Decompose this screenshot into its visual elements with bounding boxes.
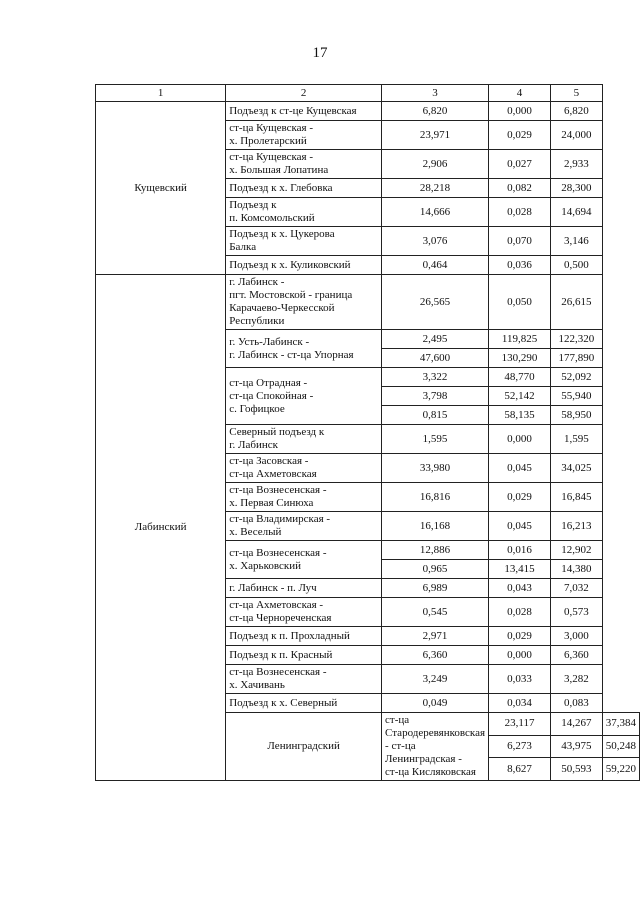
road-name-cell [226,102,382,121]
road-name-line: - ст-ца Ленинградская - [385,740,462,765]
value-cell: 58,950 [551,406,603,425]
value-cell: 37,384 [602,713,639,736]
value-cell: 3,282 [551,665,603,694]
road-name-line: х. Пролетарский [229,135,307,147]
value-cell: 0,029 [489,483,551,512]
value-cell: 0,050 [489,275,551,330]
value-cell: 0,815 [382,406,489,425]
value-cell: 47,600 [382,349,489,368]
value-cell: 55,940 [551,387,603,406]
road-name-line: п. Комсомольский [229,212,315,224]
value-cell: 14,267 [551,713,603,736]
column-header: 4 [489,85,551,102]
value-cell: 6,360 [382,646,489,665]
value-cell: 6,360 [551,646,603,665]
value-cell: 0,082 [489,179,551,198]
table-row [96,102,640,121]
road-name-line: Республики [229,315,285,327]
road-name-cell [226,646,382,665]
road-name-cell [226,694,382,713]
road-name-line: ст-ца Владимирская - [229,513,331,525]
value-cell: 28,300 [551,179,603,198]
value-cell: 14,380 [551,560,603,579]
value-cell: 3,000 [551,627,603,646]
value-cell: 6,820 [551,102,603,121]
road-name-cell [226,425,382,454]
value-cell: 0,029 [489,121,551,150]
value-cell: 6,989 [382,579,489,598]
district-cell: Ленинградский [226,713,382,781]
value-cell: 0,028 [489,198,551,227]
road-table [95,84,640,781]
road-name-cell [226,227,382,256]
value-cell: 34,025 [551,454,603,483]
column-header-row [96,85,640,102]
value-cell: 1,595 [551,425,603,454]
road-name-line: ст-ца Засовская - [229,455,309,467]
road-table-body [96,85,640,781]
value-cell: 2,971 [382,627,489,646]
value-cell: 2,495 [382,330,489,349]
road-name-line: ст-ца Ахметовская - [229,599,324,611]
value-cell: 8,627 [489,758,551,781]
value-cell: 59,220 [602,758,639,781]
value-cell: 0,573 [551,598,603,627]
value-cell: 58,135 [489,406,551,425]
road-name-line: х. Первая Синюха [229,497,314,509]
road-name-line: г. Лабинск - [229,276,285,288]
value-cell: 0,016 [489,541,551,560]
road-name-line: ст-ца Черноречeнская [229,612,332,624]
value-cell: 0,033 [489,665,551,694]
value-cell: 12,886 [382,541,489,560]
value-cell: 177,890 [551,349,603,368]
value-cell: 28,218 [382,179,489,198]
value-cell: 0,043 [489,579,551,598]
value-cell: 48,770 [489,368,551,387]
road-name-cell [226,598,382,627]
value-cell: 0,000 [489,646,551,665]
value-cell: 3,322 [382,368,489,387]
value-cell: 43,975 [551,735,603,758]
road-name-line: х. Харьковский [229,559,301,572]
road-name-line: Карачаево-Черкесской [229,302,335,314]
road-name-cell [226,368,382,425]
road-name-line: Балка [229,241,257,253]
road-name-cell [226,330,382,368]
value-cell: 6,820 [382,102,489,121]
value-cell: 0,965 [382,560,489,579]
road-name-line: с. Гофицкое [229,402,285,415]
road-name-cell [226,454,382,483]
value-cell: 0,464 [382,256,489,275]
value-cell: 3,076 [382,227,489,256]
value-cell: 2,933 [551,150,603,179]
value-cell: 2,906 [382,150,489,179]
value-cell: 0,083 [551,694,603,713]
road-name-line: ст-ца Вознесенская - [229,666,327,678]
column-header: 3 [382,85,489,102]
value-cell: 14,694 [551,198,603,227]
road-name-line: ст-ца Спокойная - [229,389,314,402]
value-cell: 122,320 [551,330,603,349]
road-name-cell [226,150,382,179]
road-name-cell [226,627,382,646]
value-cell: 0,034 [489,694,551,713]
column-header: 2 [226,85,382,102]
road-name-line: ст-ца Вознесенская - [229,484,327,496]
value-cell: 16,168 [382,512,489,541]
value-cell: 0,545 [382,598,489,627]
value-cell: 16,816 [382,483,489,512]
road-name-line: ст-ца Кущевская - [229,151,314,163]
value-cell: 7,032 [551,579,603,598]
road-name-line: г. Лабинск - п. Луч [229,581,317,594]
road-name-cell [226,256,382,275]
road-name-line: пгт. Мостовской - граница [229,289,353,301]
value-cell: 23,117 [489,713,551,736]
value-cell: 3,146 [551,227,603,256]
value-cell: 130,290 [489,349,551,368]
value-cell: 0,049 [382,694,489,713]
column-header: 5 [551,85,603,102]
road-name-line: Подъезд к ст-це Кущевская [229,104,357,117]
road-name-line: ст-ца Вознесенская - [229,546,327,559]
road-name-line: г. Усть-Лабинск - [229,335,310,348]
road-name-cell [226,121,382,150]
value-cell: 0,027 [489,150,551,179]
value-cell: 0,029 [489,627,551,646]
road-name-line: г. Лабинск [229,439,278,451]
road-name-line: Подъезд к х. Северный [229,696,338,709]
value-cell: 14,666 [382,198,489,227]
value-cell: 0,070 [489,227,551,256]
value-cell: 23,971 [382,121,489,150]
road-name-line: ст-ца Ахметовская [229,468,317,480]
column-header: 1 [96,85,226,102]
road-name-cell [226,665,382,694]
value-cell: 6,273 [489,735,551,758]
value-cell: 0,000 [489,425,551,454]
value-cell: 52,142 [489,387,551,406]
road-name-line: ст-ца Стародеревянковская [385,714,486,739]
road-name-line: х. Веселый [229,526,282,538]
road-name-cell [226,198,382,227]
value-cell: 33,980 [382,454,489,483]
road-name-line: Северный подъезд к [229,426,325,438]
road-name-cell [226,179,382,198]
value-cell: 12,902 [551,541,603,560]
page-number: 17 [312,45,328,61]
road-name-cell [382,713,489,781]
value-cell: 0,045 [489,512,551,541]
value-cell: 50,593 [551,758,603,781]
road-name-cell [226,483,382,512]
value-cell: 50,248 [602,735,639,758]
value-cell: 0,000 [489,102,551,121]
value-cell: 0,045 [489,454,551,483]
road-name-line: ст-ца Отрадная - [229,376,308,389]
road-name-line: Подъезд к х. Цукерова [229,228,335,240]
road-name-line: ст-ца Кисляковская [385,766,476,778]
district-cell: Кущевский [96,102,226,275]
road-name-cell [226,541,382,579]
road-name-line: г. Лабинск - ст-ца Упорная [229,348,354,361]
road-name-line: Подъезд к п. Красный [229,648,333,661]
value-cell: 52,092 [551,368,603,387]
road-name-cell [226,579,382,598]
value-cell: 13,415 [489,560,551,579]
value-cell: 26,615 [551,275,603,330]
value-cell: 1,595 [382,425,489,454]
road-name-cell [226,275,382,330]
road-name-line: Подъезд к х. Куликовский [229,258,351,271]
road-name-line: х. Большая Лопатина [229,164,329,176]
road-name-line: х. Хачивань [229,679,285,691]
value-cell: 16,213 [551,512,603,541]
value-cell: 24,000 [551,121,603,150]
value-cell: 26,565 [382,275,489,330]
value-cell: 0,036 [489,256,551,275]
district-cell: Лабинский [96,275,226,781]
value-cell: 0,500 [551,256,603,275]
road-name-line: Подъезд к [229,199,277,211]
value-cell: 0,028 [489,598,551,627]
table-row [96,275,640,330]
road-name-line: ст-ца Кущевская - [229,122,314,134]
road-name-line: Подъезд к х. Глебовка [229,181,333,194]
road-name-line: Подъезд к п. Прохладный [229,629,350,642]
road-name-cell [226,512,382,541]
value-cell: 16,845 [551,483,603,512]
value-cell: 119,825 [489,330,551,349]
value-cell: 3,798 [382,387,489,406]
value-cell: 3,249 [382,665,489,694]
